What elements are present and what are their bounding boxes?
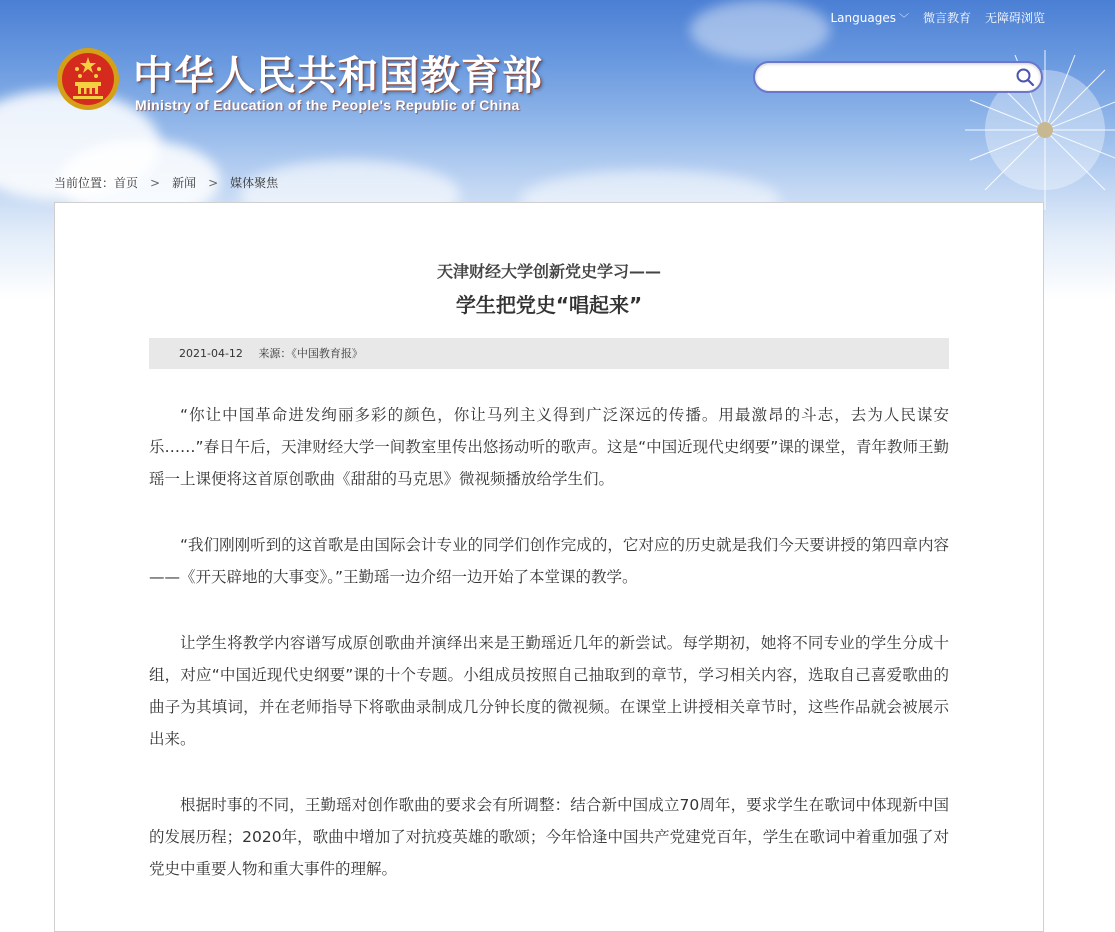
breadcrumb: [54, 174, 278, 191]
breadcrumb-media-focus[interactable]: 媒体聚焦: [230, 176, 279, 190]
article-paragraph: 根据时事的不同，王勤瑶对创作歌曲的要求会有所调整：结合新中国成立70周年，要求学生在歌词中体现新中国的发展历程；2020年，歌曲中增加了对抗疫英雄的歌颂；今年恰逢中国共产党建党百年，学生在歌词中着重加强了对党史中重要人物和重大事件的理解。: [149, 796, 949, 878]
breadcrumb-news[interactable]: 新闻: [172, 176, 197, 190]
article-meta-bar: [149, 338, 949, 369]
top-links: [830, 9, 1045, 26]
languages-label: Languages: [830, 11, 896, 25]
weiyan-link[interactable]: 微言教育: [922, 11, 971, 25]
article-headline: 学生把党史“唱起来”: [455, 293, 643, 317]
search-input[interactable]: [767, 63, 1011, 91]
breadcrumb-prefix: 当前位置：: [54, 176, 115, 190]
accessible-browse-link[interactable]: 无障碍浏览: [984, 11, 1045, 25]
languages-menu[interactable]: [830, 10, 908, 25]
site-title: 中华人民共和国教育部: [133, 53, 543, 99]
breadcrumb-home[interactable]: 首页: [114, 176, 139, 190]
article-date: 2021-04-12: [179, 347, 243, 360]
article-kicker: 天津财经大学创新党史学习——: [436, 262, 661, 281]
search-icon[interactable]: [1015, 67, 1035, 87]
article-source: 来源：《中国教育报》: [258, 347, 363, 360]
chevron-right-icon: >: [208, 175, 219, 190]
site-subtitle: Ministry of Education of the People's Republic of China: [135, 97, 520, 113]
chevron-down-icon: ﹀: [898, 14, 909, 25]
article-paragraph: “我们刚刚听到的这首歌是由国际会计专业的同学们创作完成的，它对应的历史就是我们今天要讲授的第四章内容——《开天辟地的大事变》。”王勤瑶一边介绍一边开始了本堂课的教学。: [149, 536, 949, 586]
article-paragraph: “你让中国革命进发绚丽多彩的颜色，你让马列主义得到广泛深远的传播。用最激昂的斗志，去为人民谋安乐……”春日午后，天津财经大学一间教室里传出悠扬动听的歌声。这是“中国近现代史纲要”课的课堂，青年教师王勤瑶一上课便将这首原创歌曲《甜甜的马克思》微视频播放给学生们。: [149, 406, 949, 488]
article-paragraph: 让学生将教学内容谱写成原创歌曲并演绎出来是王勤瑶近几年的新尝试。每学期初，她将不同专业的学生分成十组，对应“中国近现代史纲要”课的十个专题。小组成员按照自己抽取到的章节，学习相关内容，选取自己喜爱歌曲的曲子为其填词，并在老师指导下将歌曲录制成几分钟长度的微视频。在课堂上讲授相关章节时，这些作品就会被展示出来。: [149, 634, 949, 748]
article-container: [54, 202, 1044, 932]
article-body: [149, 399, 949, 919]
chevron-right-icon: >: [150, 175, 161, 190]
search-box: [753, 61, 1043, 93]
national-emblem-icon: [55, 46, 121, 112]
